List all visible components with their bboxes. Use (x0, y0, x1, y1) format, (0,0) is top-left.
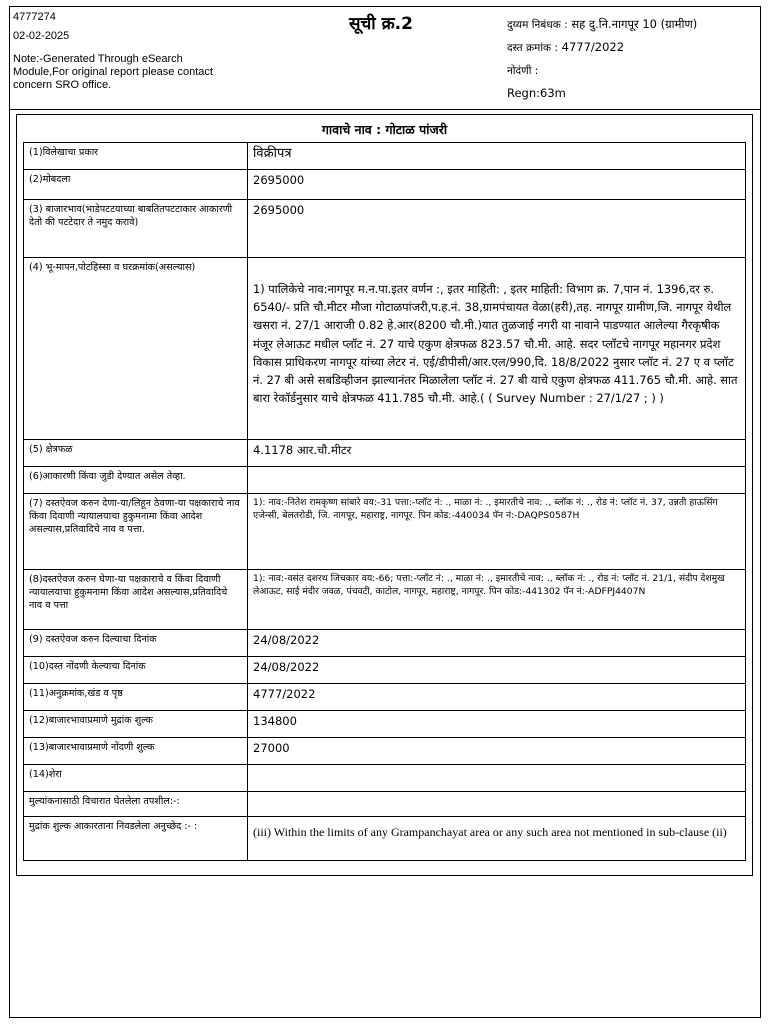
table-row (24, 258, 746, 440)
table-row (24, 738, 746, 765)
row-label: (12)बाजारभावाप्रमाणे मुद्रांक शुल्क (24, 711, 248, 738)
details-table (23, 142, 746, 861)
header-divider (10, 109, 760, 110)
table-row (24, 630, 746, 657)
table-row (24, 170, 746, 200)
row-value: 134800 (248, 711, 746, 738)
table-row (24, 143, 746, 170)
table-row (24, 440, 746, 467)
row-label: मुल्यांकनासाठी विचारात घेतलेला तपशील:-: (24, 792, 248, 817)
row-label: (9) दस्तऐवज करुन दिल्याचा दिनांक (24, 630, 248, 657)
sub-registrar-line (507, 13, 697, 36)
table-row (24, 817, 746, 861)
row-label: (11)अनुक्रमांक,खंड व पृष्ठ (24, 684, 248, 711)
row-value: 1) पालिकेचे नाव:नागपूर म.न.पा.इतर वर्णन :, इतर माहिती: , इतर माहिती: विभाग क्र. 7,पान नं. 1396,दर रु. 6540/- प्रति चौ.मीटर मौजा गोटाळपांजरी,प.ह.नं. 38,ग्रामपंचायत वेळा(हरी),तह. नागपूर ग्रामीण,जि. नागपूर येथील खसरा नं. 27/1 आराजी 0.82 हे.आर(8200 चौ.मी.)यात तुळजाई नगरी या नावाने पाडण्यात आलेल्या गैरकृषीक मंजूर लेआऊट मधील प्लॉट नं. 27 याचे एकुण क्षेत्रफळ 823.57 चौ.मी. आहे. सदर प्लॉटचे नागपूर महानगर प्रदेश विकास प्राधिकरण नागपूर यांच्या लेटर नं. एई/डीपीसी/आर.एल/990,दि. 18/8/2022 नुसार प्लॉट नं. 27 ए व प्लॉट नं. 27 बी असे सबडिव्हीजन झाल्यानंतर मिळालेला प्लॉट नं. 27 बी याचे एकुण क्षेत्रफळ 411.765 चौ.मी. आहे. सात बारा रेकॉर्डनुसार याचे क्षेत्रफळ 411.785 चौ.मी. आहे.( ( Survey Number : 27/1/27 ; ) ) (248, 258, 746, 440)
row-label: (13)बाजारभावाप्रमाणे नोंदणी शुल्क (24, 738, 248, 765)
row-label: (5) क्षेत्रफळ (24, 440, 248, 467)
row-value: 4.1178 आर.चौ.मीटर (248, 440, 746, 467)
row-value: 24/08/2022 (248, 657, 746, 684)
document-page (9, 6, 761, 1018)
row-label: (4) भू-मापन,पोटहिस्सा व घरक्रमांक(असल्यास) (24, 258, 248, 440)
row-value (248, 792, 746, 817)
row-value: 2695000 (248, 200, 746, 258)
table-row (24, 494, 746, 570)
row-label: (7) दस्तऐवज करुन देणा-या/लिहून ठेवणा-या पक्षकाराचे नाव किंवा दिवाणी न्यायालयाचा हुकुमनामा किंवा आदेश असल्यास,प्रतिवादिचे नाव व पत्ता. (24, 494, 248, 570)
row-value: 2695000 (248, 170, 746, 200)
registration-line (507, 59, 697, 82)
row-label: (1)विलेखाचा प्रकार (24, 143, 248, 170)
row-value: 4777/2022 (248, 684, 746, 711)
page-title: सूची क्र.2 (349, 14, 413, 34)
row-value: 1): नाव:-वसंत दशरथ जिचकार वय:-66; पत्ता:-प्लॉट नं: ., माळा नं: ., इमारतीचे नाव: ., ब्लॉक नं: ., रोड नं: प्लॉट नं. 21/1, संदीप देशमुख लेआऊट, साई मंदीर जवळ, पंचवटी, काटोल, नागपूर, महाराष्ट्र, नागपूर. पिन कोड:-441302 पॅन नं:-ADFPJ4407N (248, 570, 746, 630)
regn-value: Regn:63m (507, 86, 566, 100)
row-label: (10)दस्त नोंदणी केल्याचा दिनांक (24, 657, 248, 684)
table-row (24, 657, 746, 684)
esearch-note: Note:-Generated Through eSearch Module,For original report please contact concern SRO office. (13, 53, 213, 91)
document-number-label: दस्त क्रमांक : (507, 42, 558, 54)
table-row (24, 765, 746, 792)
village-label: गावाचे नाव : (321, 122, 382, 137)
table-row (24, 684, 746, 711)
village-value: गोटाळ पांजरी (385, 122, 448, 137)
row-label: (2)मोबदला (24, 170, 248, 200)
header-right (507, 13, 697, 104)
table-row (24, 570, 746, 630)
sub-registrar-value: सह दु.नि.नागपूर 10 (ग्रामीण) (571, 17, 698, 31)
document-id: 4777274 (13, 11, 56, 23)
village-name (17, 121, 752, 138)
table-row (24, 792, 746, 817)
row-label: (6)आकारणी किंवा जुडी देण्यात असेल तेव्हा. (24, 467, 248, 494)
document-number-value: 4777/2022 (561, 40, 625, 54)
row-value: (iii) Within the limits of any Grampanchayat area or any such area not mentioned in sub-clause (ii) (248, 817, 746, 861)
row-value (248, 765, 746, 792)
row-value: विक्रीपत्र (248, 143, 746, 170)
row-label: मुद्रांक शुल्क आकारताना निवडलेला अनुच्छेद :- : (24, 817, 248, 861)
row-label: (3) बाजारभाव(भाडेपटटयाच्या बाबतितपटटाकार आकारणी देतो की पटटेदार ते नमुद करावे) (24, 200, 248, 258)
row-value: 27000 (248, 738, 746, 765)
content-frame (16, 114, 753, 876)
row-value: 1): नाव:-नितेश रामकृष्ण सांबारे वय:-31 पत्ता:-प्लॉट नं: ., माळा नं: ., इमारतीचे नाव: ., ब्लॉक नं: ., रोड नं: प्लॉट नं. 37, उन्नती हाऊसिंग एजेन्सी, बेलतरोडी, जि. नागपूर, महाराष्ट्र, नागपूर. पिन कोड:-440034 पॅन नं:-DAQPS0587H (248, 494, 746, 570)
row-value (248, 467, 746, 494)
row-label: (14)शेरा (24, 765, 248, 792)
sub-registrar-label: दुय्यम निबंधक : (507, 19, 568, 31)
document-number-line (507, 36, 697, 59)
table-row (24, 711, 746, 738)
print-date: 02-02-2025 (13, 30, 70, 42)
registration-label: नोदंणी : (507, 65, 539, 77)
header-left (13, 11, 253, 92)
row-value: 24/08/2022 (248, 630, 746, 657)
row-label: (8)दस्तऐवज करुन घेणा-या पक्षकाराचे व किंवा दिवाणी न्यायालयाचा हुकुमनामा किंवा आदेश असल्यास,प्रतिवादिचे नाव व पत्ता (24, 570, 248, 630)
table-row (24, 467, 746, 494)
table-row (24, 200, 746, 258)
